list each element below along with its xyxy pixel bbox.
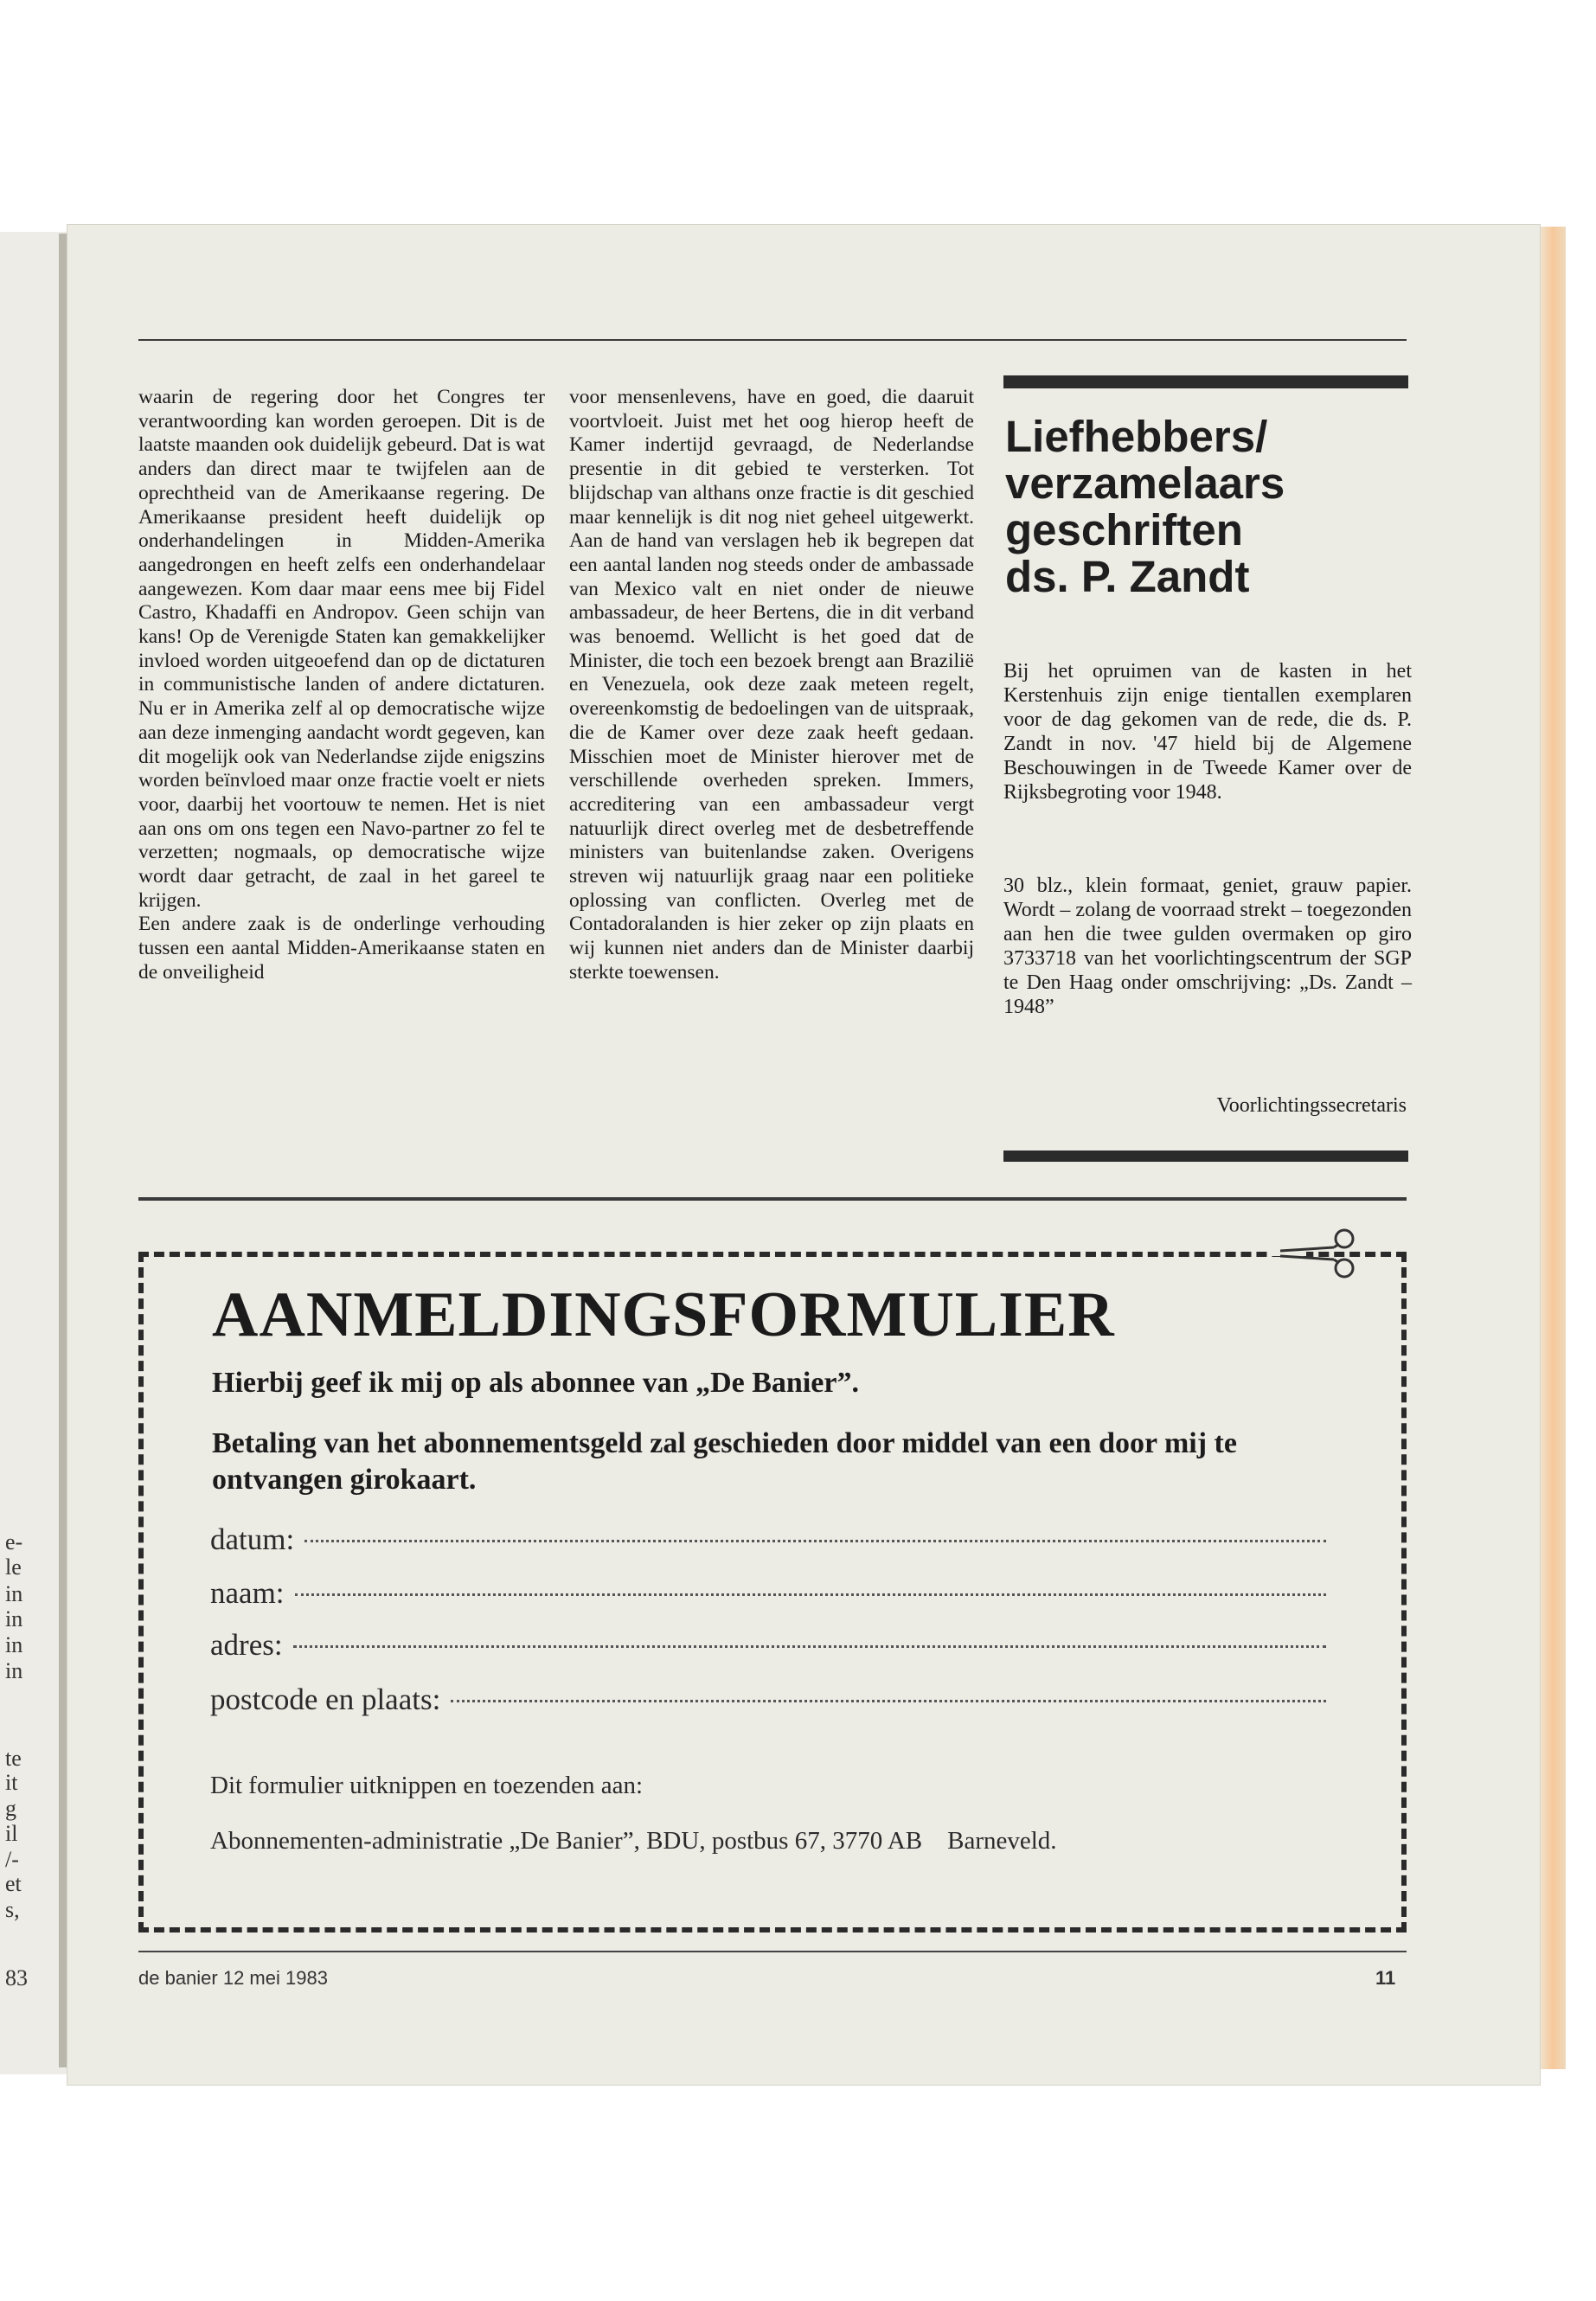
address-label: adres:: [210, 1628, 283, 1662]
scissors-icon: [1272, 1227, 1367, 1279]
margin-fragment: te: [5, 1746, 22, 1771]
margin-fragment: le: [5, 1554, 22, 1580]
form-instruction: Dit formulier uitknippen en toezenden aan:: [210, 1772, 644, 1799]
name-field[interactable]: [210, 1576, 1326, 1611]
form-subscribe-statement: Hierbij geef ik mij op als abonnee van „De Banier”.: [212, 1367, 859, 1399]
article-column-1: [138, 386, 545, 985]
page-stack-edge: [1540, 227, 1566, 2069]
postcode-label: postcode en plaats:: [210, 1682, 441, 1716]
name-label: naam:: [210, 1576, 285, 1610]
margin-fragment: in: [5, 1581, 23, 1606]
column-1-text: waarin de regering door het Congres ter verantwoording kan worden geroepen. Dit is de laatste maanden ook duidelijk gebeurd. Dat is wat anders dan direct maar te twijfelen aan de oprechtheid van de Amerikaanse regering. De Amerikaanse president heeft duidelijk op onderhandelingen in Midden-Amerika aangedrongen en heeft zelfs een onderhandelaar aangewezen. Kom daar maar eens mee bij Fidel Castro, Khadaffi en Andropov. Geen schijn van kans! Op de Verenigde Staten kan gemakkelijker invloed worden uitgeoefend dan op de dictaturen in communistische landen of andere dictaturen. Nu er in Amerika zelf al op democratische wijze aan deze inmenging aandacht wordt gegeven, kan dit mogelijk ook van Nederlandse zijde enigszins worden beïnvloed maar onze fractie voelt er niets voor, daarbij het voortouw te nemen. Het is niet aan ons om ons tegen een Navo-partner zo fel te verzetten; nogmaals, op democratische wijze wordt daar getracht, de zaal in het gareel te krijgen.: [138, 386, 545, 912]
date-input-line[interactable]: [304, 1539, 1326, 1542]
date-label: datum:: [210, 1522, 295, 1556]
box-signature: Voorlichtingssecretaris: [1216, 1094, 1407, 1117]
margin-fragment: il: [5, 1821, 18, 1846]
box-bottom-bar: [1003, 1150, 1408, 1162]
box-title: [1005, 413, 1412, 600]
form-title: AANMELDINGSFORMULIER: [212, 1279, 1115, 1350]
box-title-line: Liefhebbers/: [1005, 412, 1268, 461]
postcode-input-line[interactable]: [451, 1699, 1326, 1702]
margin-fragment: et: [5, 1871, 22, 1896]
form-mailing-address: Abonnementen-administratie „De Banier”, BDU, postbus 67, 3770 AB Barneveld.: [210, 1827, 1057, 1855]
margin-fragment: it: [5, 1770, 18, 1795]
box-paragraph-1: Bij het opruimen van de kasten in het Kerstenhuis zijn enige tientallen exemplaren voor de dag gekomen van de rede, die ds. P. Zandt in nov. '47 hield bij de Algemene Beschouwingen in de Tweede Kamer over de Rijksbegroting voor 1948.: [1003, 660, 1412, 804]
margin-fragment: e-: [5, 1529, 23, 1554]
page-number: 11: [1375, 1967, 1396, 1989]
margin-fragment: in: [5, 1606, 23, 1631]
column-2-text: voor mensenlevens, have en goed, die daaruit voortvloeit. Juist met het oog hierop heeft de Kamer indertijd gevraagd, de Nederlandse presentie in dit gebied te versterken. Tot blijdschap van althans onze fractie is dit geschied maar kennelijk is dit nog niet geheel uitgewerkt. Aan de hand van verslagen heb ik begrepen dat een aantal landen nog steeds onder de ambassade van Mexico valt en niet onder de nieuwe ambassadeur, de heer Bertens, die in dit verband was benoemd. Wellicht is het goed dat de Minister, die toch een bezoek brengt aan Brazilië en Venezuela, ook deze zaak meteen regelt, overeenkomstig de bedoelingen van de uitspraak, die de Kamer over deze zaak heeft gedaan. Misschien moet de Minister hierover met de verschillende overheden spreken. Immers, accreditering van een ambassadeur vergt natuurlijk direct overleg met de desbetreffende ministers van buitenlandse zaken. Overigens streven wij natuurlijk graag naar een politieke oplossing van conflicten. Overleg met de Contadoralanden is hier zeker op zijn plaats en wij kunnen niet anders dan de Minister daarbij sterkte toewensen.: [569, 386, 974, 984]
date-field[interactable]: [210, 1522, 1326, 1557]
margin-fragment: s,: [5, 1897, 20, 1922]
address-input-line[interactable]: [293, 1644, 1326, 1648]
section-rule: [138, 1197, 1407, 1201]
box-top-bar: [1003, 375, 1408, 388]
box-title-line: verzamelaars: [1005, 458, 1285, 508]
footer-issue: de banier 12 mei 1983: [138, 1967, 328, 1989]
margin-fragment: g: [5, 1796, 16, 1821]
postcode-field[interactable]: [210, 1682, 1326, 1717]
address-field[interactable]: [210, 1628, 1326, 1663]
column-1-paragraph-2: Een andere zaak is de onderlinge verhouding tussen een aantal Midden-Amerikaanse staten en de onveiligheid: [138, 913, 545, 984]
footer-rule: [138, 1951, 1407, 1952]
box-title-line: geschriften: [1005, 505, 1243, 554]
margin-fragment: /-: [5, 1847, 19, 1872]
margin-fragment: in: [5, 1658, 23, 1683]
margin-fragment: in: [5, 1632, 23, 1657]
article-column-2: [569, 386, 974, 985]
top-rule: [138, 339, 1407, 341]
name-input-line[interactable]: [295, 1593, 1326, 1596]
form-payment-statement: Betaling van het abonnementsgeld zal geschieden door middel van een door mij te ontvangen girokaart.: [212, 1427, 1237, 1496]
box-paragraph-2: 30 blz., klein formaat, geniet, grauw papier. Wordt – zolang de voorraad strekt – toegezonden aan hen die twee gulden overmaken op giro 3733718 van het voorlichtingscentrum der SGP te Den Haag onder omschrijving: „Ds. Zandt – 1948”: [1003, 875, 1412, 1018]
box-title-line: ds. P. Zandt: [1005, 552, 1250, 601]
margin-fragment: 83: [5, 1965, 28, 1990]
